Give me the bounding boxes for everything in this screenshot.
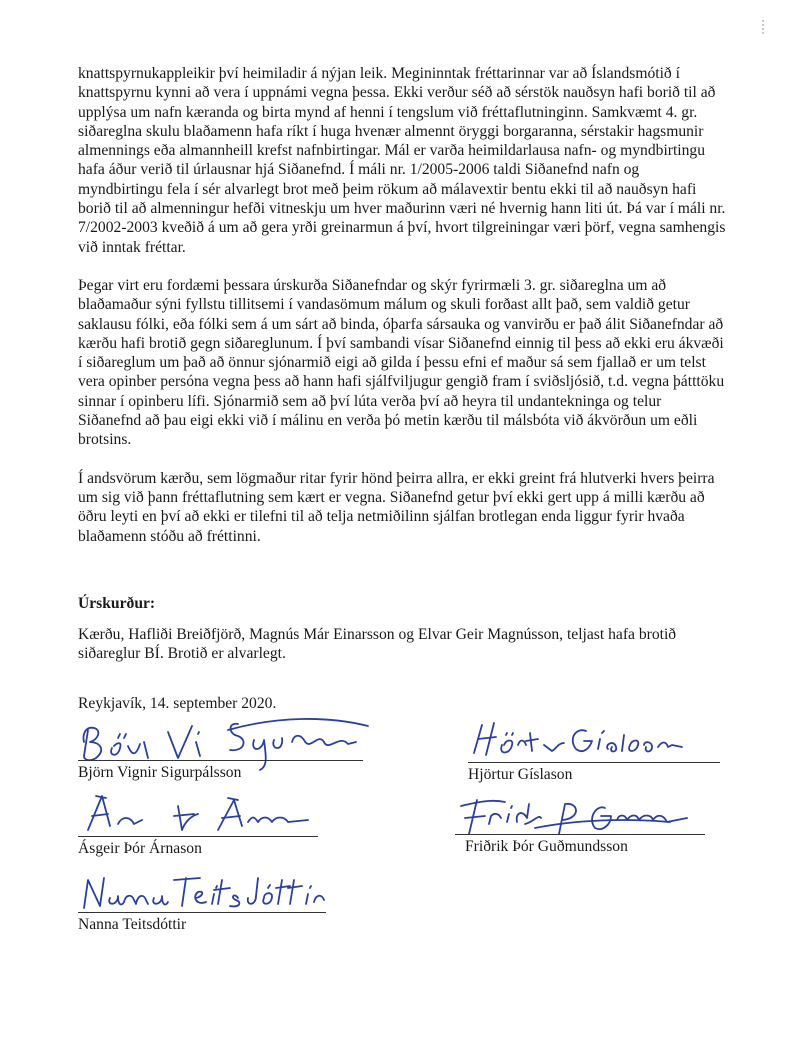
paragraph-1: knattspyrnukappleikir því heimiladir á nýjan leik. Megininntak fréttarinnar var að Íslandsmótið í knattspyrnu kynni að vera í uppnámi vegna þessa. Ekki verður séð að sérstök nauðsyn hafi borið til að upplýsa um nafn kæranda og birta mynd af henni í tengslum við fréttaflutninginn. Samkvæmt 4. gr. siðareglna skulu blaðamenn hafa ríkt í huga hvenær almennt öryggi borgaranna, sérstakir hagsmunir almennings eða almannheill krefst nafnbirtingar. Mál er varða heimildarlausa nafn- og myndbirtingu hafa áður verið til úrlausnar hjá Siðanefnd. Í máli nr. 1/2005-2006 taldi Siðanefnd nafn og myndbirtingu fela í sér alvarlegt brot með þeim rökum að málavextir bentu ekki til að nauðsyn hafi borið til að almenningur hefði vitneskju um hver maðurinn væri né hvernig hann liti út. Þá var í máli nr. 7/2002-2003 kveðið á um að gera yrði greinarmun á því, hvort tilgreiningar væri þörf, vegna samhengis við inntak fréttar.	[78, 65, 726, 256]
signatory-name-2: Hjörtur Gíslason	[468, 766, 573, 783]
signature-block-2	[468, 715, 728, 787]
verdict-heading: Úrskurður:	[78, 595, 156, 612]
signature-line-1	[78, 760, 363, 761]
signature-line-5	[78, 912, 326, 913]
signature-line-4	[455, 834, 705, 835]
signatory-name-3: Ásgeir Þór Árnason	[78, 840, 202, 857]
signature-block-3	[78, 790, 368, 862]
signature-block-1	[78, 712, 368, 784]
place-and-date: Reykjavík, 14. september 2020.	[78, 695, 277, 712]
verdict-text: Kærðu, Hafliði Breiðfjörð, Magnús Már Einarsson og Elvar Geir Magnússon, teljast hafa brotið siðareglur BÍ. Brotið er alvarlegt.	[78, 626, 677, 663]
signature-block-5	[78, 868, 348, 940]
signature-nanna	[78, 868, 348, 918]
signature-line-2	[468, 762, 720, 763]
signature-block-4	[455, 788, 720, 860]
signature-line-3	[78, 836, 318, 837]
document-body	[78, 64, 728, 565]
scan-mark	[762, 20, 770, 34]
signature-asgeir	[78, 790, 368, 840]
signature-bjorn	[78, 712, 368, 772]
signature-hjortur	[468, 715, 728, 765]
signature-fridrik	[455, 788, 720, 840]
signatory-name-4: Friðrik Þór Guðmundsson	[465, 838, 628, 855]
paragraph-2: Þegar virt eru fordæmi þessara úrskurða Siðanefndar og skýr fyrirmæli 3. gr. siðareglna um að blaðamaður sýni fyllstu tillitsemi í vandasömum málum og skuli forðast allt það, sem valdið getur saklausu fólki, eða fólki sem á um sárt að binda, óþarfa sársauka og vanvirðu er það álit Siðanefndar að kærðu hafi brotið gegn siðareglunum. Í því sambandi vísar Siðanefnd einnig til þess að ekki eru ákvæði í siðareglum um það að önnur sjónarmið eigi að gilda í þessu efni ef maður sá sem fjallað er um telst vera opinber persóna vegna þess að hann hafi sjálfviljugur gengið fram í sviðsljósið, t.d. vegna þátttöku sinnar í opinberu lífi. Sjónarmið sem að því lúta verða því að heyra til undantekninga og telur Siðanefnd að þau eigi ekki við í málinu en verða þó metin kærðu til málsbóta við ákvörðun um eðli brotsins.	[78, 276, 725, 449]
signatory-name-1: Björn Vignir Sigurpálsson	[78, 764, 242, 781]
paragraph-3: Í andsvörum kærðu, sem lögmaður ritar fyrir hönd þeirra allra, er ekki greint frá hlutverki hvers þeirra um sig við þann fréttaflutning sem kært er vegna. Siðanefnd getur því ekki gert upp á milli kærðu að öðru leyti en því að ekki er tilefni til að telja netmiðilinn sjálfan brotlegan enda liggur fyrir hvaða blaðamenn stóðu að fréttinni.	[78, 469, 715, 545]
signatory-name-5: Nanna Teitsdóttir	[78, 916, 187, 933]
